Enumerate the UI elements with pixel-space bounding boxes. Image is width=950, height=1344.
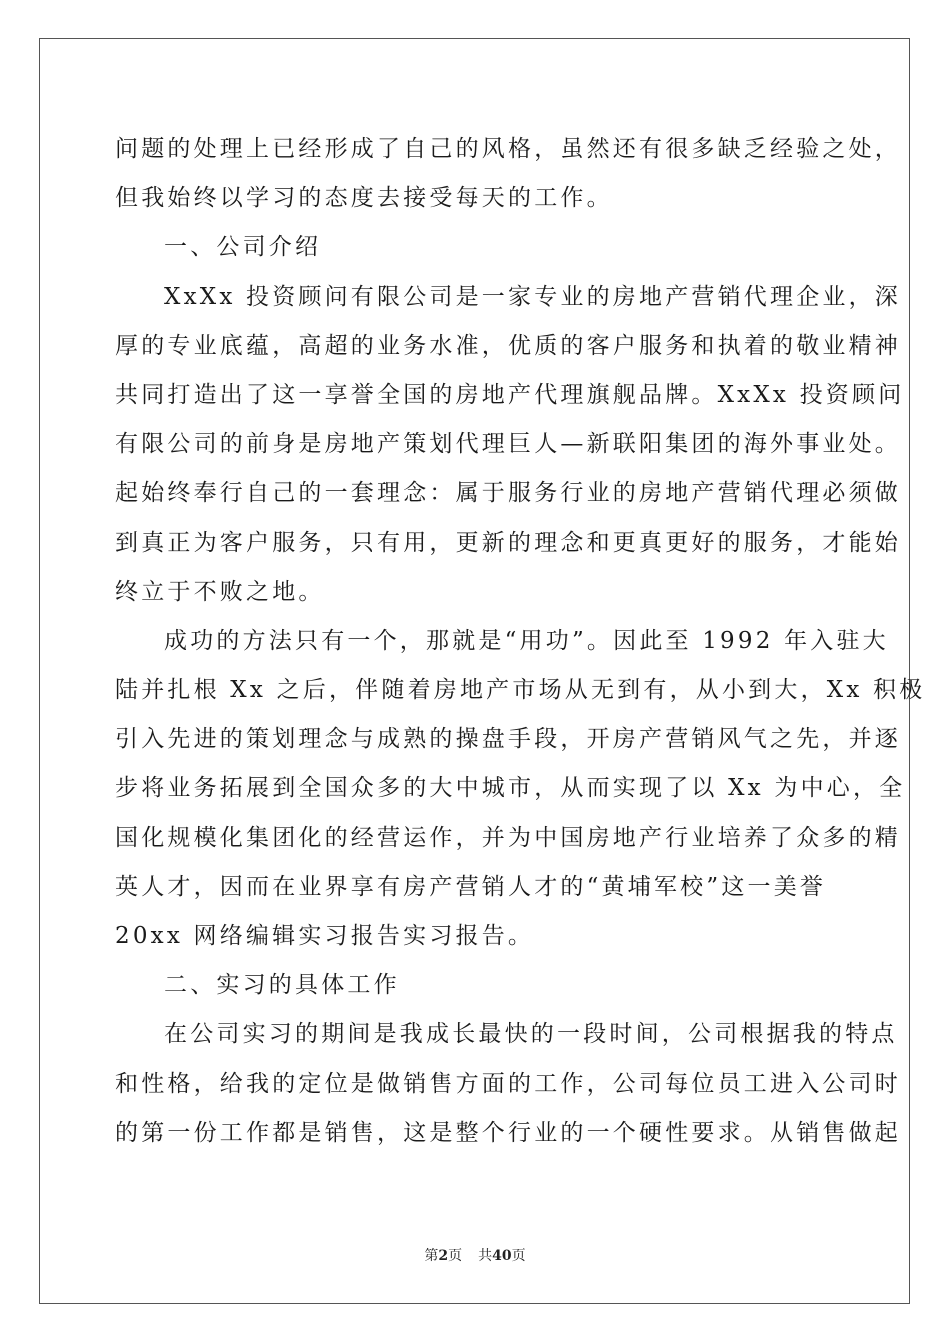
page-prefix: 第 [424,1248,439,1264]
page-suffix: 页 [448,1248,463,1264]
text-line: 到真正为客户服务，只有用，更新的理念和更真更好的服务，才能始 [115,529,901,556]
total-pages: 40 [492,1248,512,1264]
text-line: 的第一份工作都是销售，这是整个行业的一个硬性要求。从销售做起 [115,1119,901,1146]
page-footer [0,1245,950,1265]
text-line: 共同打造出了这一享誉全国的房地产代理旗舰品牌。XxXx 投资顾问 [115,381,905,408]
text-line: 引入先进的策划理念与成熟的操盘手段，开房产营销风气之先，并逐 [115,726,901,753]
total-prefix: 共 [478,1248,493,1264]
text-line: 成功的方法只有一个，那就是“用功”。因此至 1992 年入驻大 [164,627,889,654]
text-line: 陆并扎根 Xx 之后，伴随着房地产市场从无到有，从小到大，Xx 积极 [115,677,926,704]
page-number: 2 [438,1248,449,1264]
text-line: 起始终奉行自己的一套理念：属于服务行业的房地产营销代理必须做 [115,480,901,507]
total-suffix: 页 [511,1248,526,1264]
section-heading: 二、实习的具体工作 [164,972,400,999]
text-line: XxXx 投资顾问有限公司是一家专业的房地产营销代理企业，深 [164,283,902,310]
text-line: 20xx 网络编辑实习报告实习报告。 [115,923,535,949]
document-body [115,125,926,1158]
text-line: 英人才，因而在业界享有房产营销人才的“黄埔军校”这一美誉 [115,873,827,900]
text-line: 和性格，给我的定位是做销售方面的工作，公司每位员工进入公司时 [115,1070,901,1097]
section-heading: 一、公司介绍 [164,234,322,261]
text-line: 厚的专业底蕴，高超的业务水准，优质的客户服务和执着的敬业精神 [115,332,901,359]
text-line: 但我始终以学习的态度去接受每天的工作。 [115,185,613,212]
text-line: 有限公司的前身是房地产策划代理巨人—新联阳集团的海外事业处。 [115,431,901,458]
text-line: 问题的处理上已经形成了自己的风格，虽然还有很多缺乏经验之处， [115,136,901,162]
text-line: 终立于不败之地。 [115,578,325,605]
text-line: 国化规模化集团化的经营运作，并为中国房地产行业培养了众多的精 [115,824,901,851]
text-line: 步将业务拓展到全国众多的大中城市，从而实现了以 Xx 为中心，全 [115,775,906,802]
text-line: 在公司实习的期间是我成长最快的一段时间，公司根据我的特点 [164,1021,898,1048]
